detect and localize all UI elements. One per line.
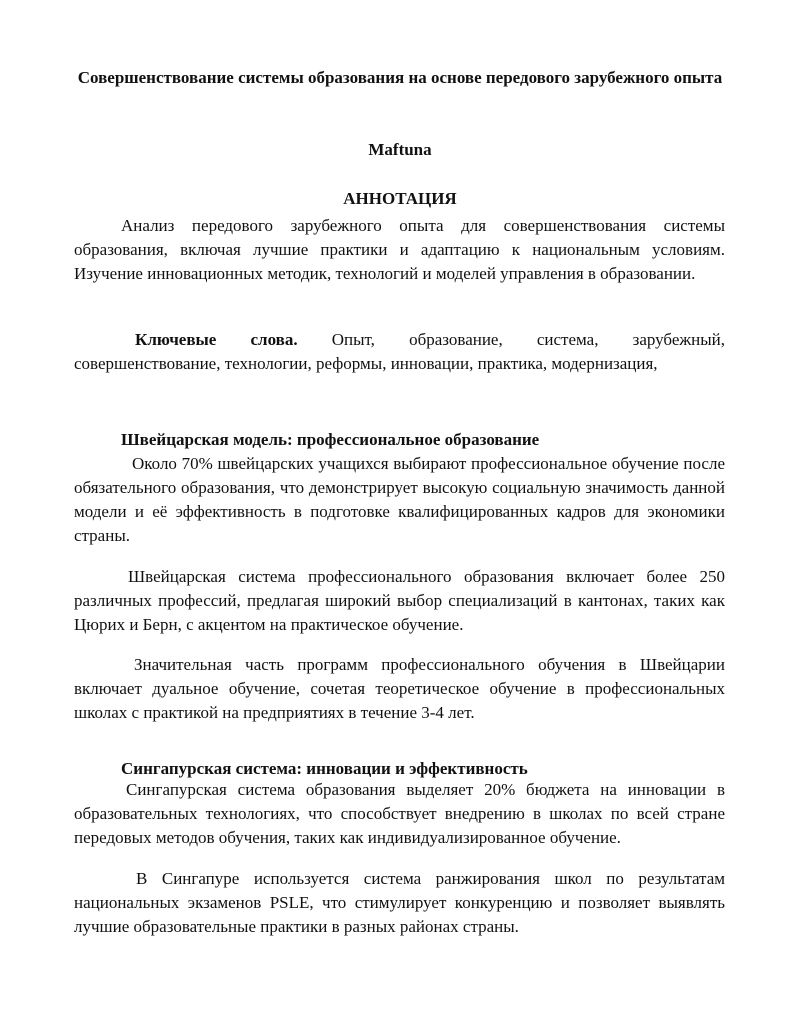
section-paragraph: Значительная часть программ профессионального обучения в Швейцарии включает дуальное обучение, сочетая теоретическое обучение в профессиональных школах с практикой на предприятиях в течение 3-4 лет. bbox=[74, 655, 725, 722]
section-paragraph: В Сингапуре используется система ранжирования школ по результатам национальных экзаменов PSLE, что стимулирует конкуренцию и позволяет выявлять лучшие образовательные практики в разных районах страны. bbox=[74, 869, 725, 936]
section-heading-singapore: Сингапурская система: инновации и эффективность bbox=[121, 759, 528, 778]
document-title: Совершенствование системы образования на основе передового зарубежного опыта bbox=[77, 68, 723, 87]
section-paragraph: Швейцарская система профессионального образования включает более 250 различных профессий, предлагая широкий выбор специализаций в кантонах, таких как Цюрих и Берн, с акцентом на практическое обучение. bbox=[74, 567, 725, 634]
annotation-paragraph: Анализ передового зарубежного опыта для совершенствования системы образования, включая лучшие практики и адаптацию к национальным условиям. Изучение инновационных методик, технологий и моделей управления в образовании. bbox=[74, 216, 725, 283]
keywords-text: Опыт, образование, система, зарубежный, совершенствование, технологии, реформы, инновации, практика, модернизация, bbox=[74, 330, 726, 373]
section-paragraph: Сингапурская система образования выделяет 20% бюджета на инновации в образовательных технологиях, что способствует внедрению в школах по всей стране передовых методов обучения, таких как индивидуализированное обучение. bbox=[74, 780, 725, 847]
section-heading-swiss: Швейцарская модель: профессиональное образование bbox=[121, 430, 540, 449]
keywords-paragraph bbox=[74, 328, 725, 376]
annotation-heading: АННОТАЦИЯ bbox=[343, 189, 457, 208]
section-paragraph: Около 70% швейцарских учащихся выбирают профессиональное обучение после обязательного образования, что демонстрирует высокую социальную значимость данной модели и её эффективность в подготовке квалифицированных кадров для экономики страны. bbox=[74, 454, 725, 545]
keywords-label: Ключевые слова. bbox=[135, 330, 298, 349]
author-name: Maftuna bbox=[368, 140, 432, 159]
